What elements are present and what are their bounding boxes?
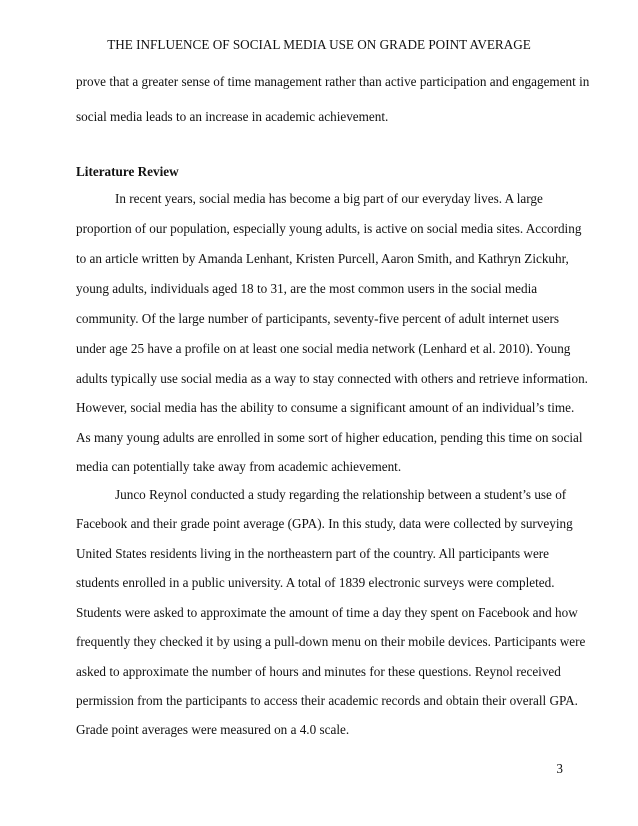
body-line: Students were asked to approximate the amount of time a day they spent on Facebook and how <box>76 605 578 620</box>
body-line: adults typically use social media as a way to stay connected with others and retrieve information. <box>76 371 588 386</box>
body-line: social media leads to an increase in academic achievement. <box>76 109 389 124</box>
body-line: young adults, individuals aged 18 to 31, are the most common users in the social media <box>76 281 538 296</box>
body-line: United States residents living in the northeastern part of the country. All participants were <box>76 546 550 561</box>
body-line: Grade point averages were measured on a 4.0 scale. <box>76 722 350 737</box>
body-line: proportion of our population, especially young adults, is active on social media sites. According <box>76 221 582 236</box>
body-line: frequently they checked it by using a pull-down menu on their mobile devices. Participants were <box>76 634 586 649</box>
paragraph-first-line: In recent years, social media has become a big part of our everyday lives. A large <box>115 191 543 206</box>
body-line: However, social media has the ability to consume a significant amount of an individual’s time. <box>76 400 575 415</box>
body-line: permission from the participants to access their academic records and obtain their overall GPA. <box>76 693 578 708</box>
body-line: prove that a greater sense of time management rather than active participation and engagement in <box>76 74 590 89</box>
section-heading: Literature Review <box>76 164 179 179</box>
body-line: community. Of the large number of participants, seventy-five percent of adult internet users <box>76 311 560 326</box>
body-line: Facebook and their grade point average (GPA). In this study, data were collected by surveying <box>76 516 573 531</box>
body-line: asked to approximate the number of hours and minutes for these questions. Reynol received <box>76 664 561 679</box>
body-line: under age 25 have a profile on at least one social media network (Lenhard et al. 2010). Young <box>76 341 571 356</box>
paragraph-first-line: Junco Reynol conducted a study regarding the relationship between a student’s use of <box>115 487 567 502</box>
body-line: As many young adults are enrolled in some sort of higher education, pending this time on social <box>76 430 583 445</box>
body-line: students enrolled in a public university. A total of 1839 electronic surveys were completed. <box>76 575 555 590</box>
running-head: THE INFLUENCE OF SOCIAL MEDIA USE ON GRADE POINT AVERAGE <box>107 37 531 52</box>
body-line: to an article written by Amanda Lenhant, Kristen Purcell, Aaron Smith, and Kathryn Zickuhr, <box>76 251 569 266</box>
body-line: media can potentially take away from academic achievement. <box>76 459 402 474</box>
page-number: 3 <box>556 761 563 776</box>
